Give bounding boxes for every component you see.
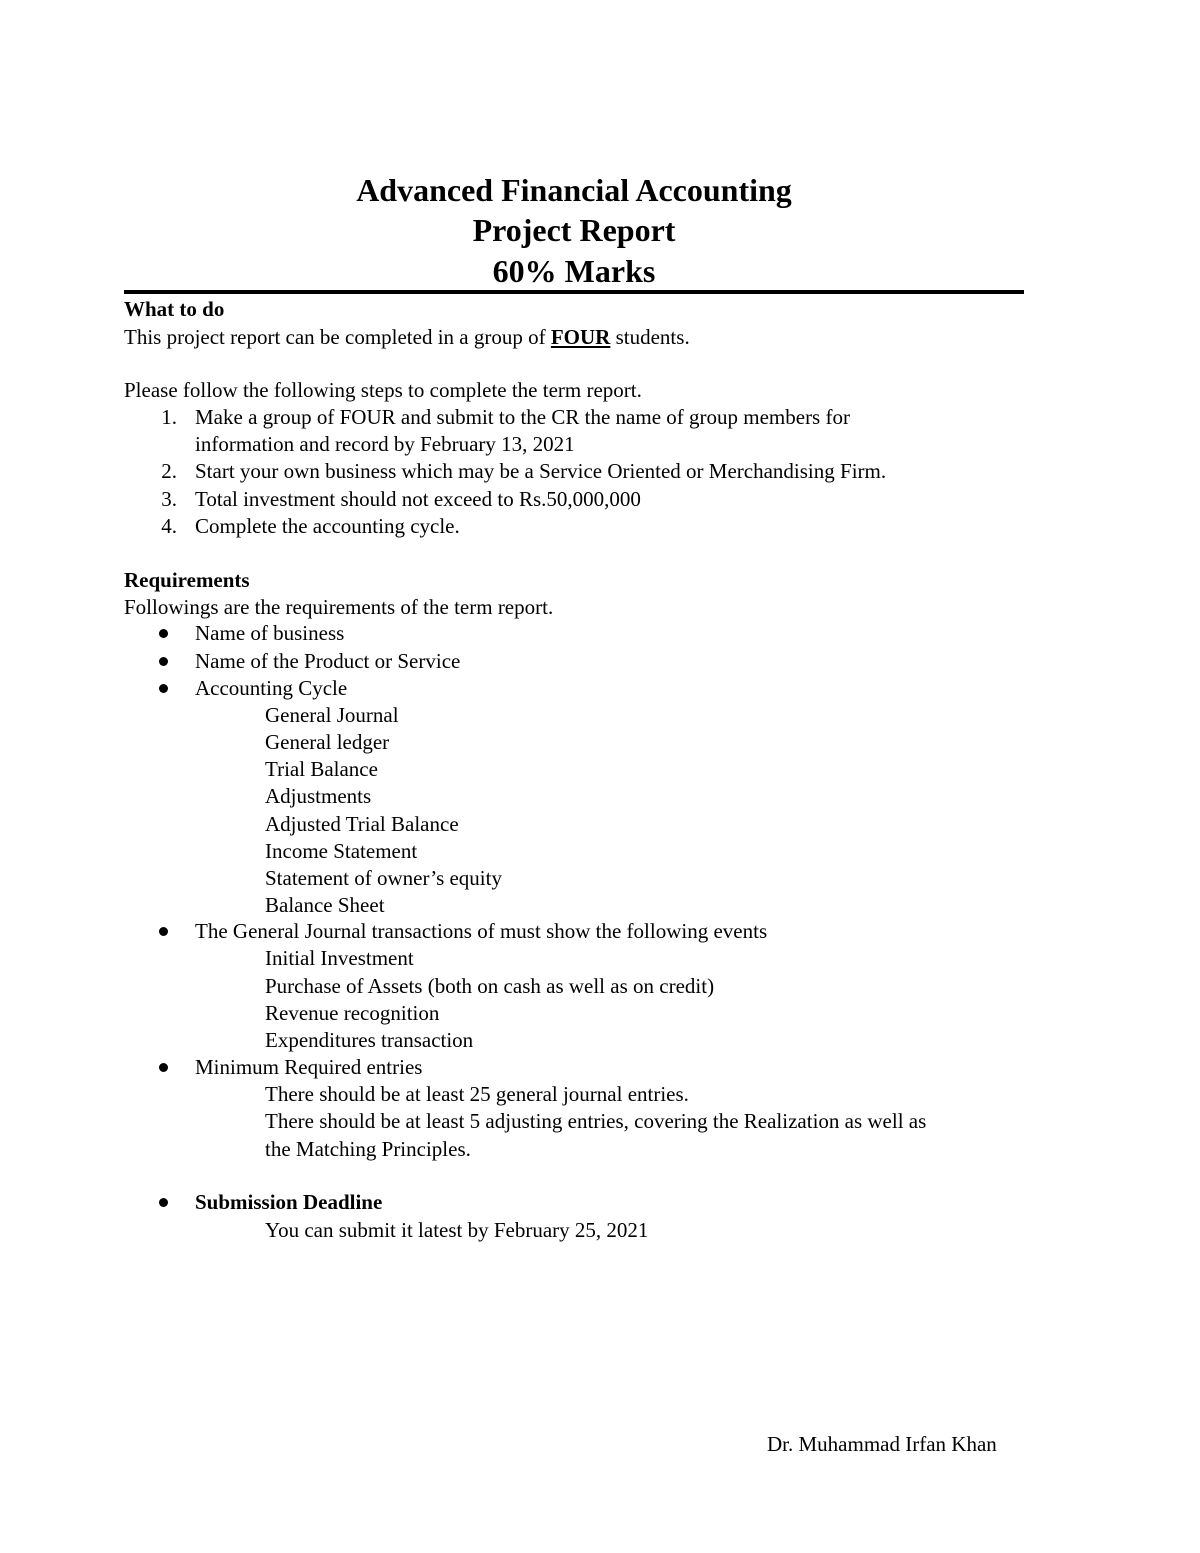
- step-number: 1.: [161, 405, 177, 429]
- requirement-subitem: Revenue recognition: [265, 1001, 440, 1025]
- requirement-item: Accounting Cycle: [195, 676, 348, 700]
- step-number: 3.: [161, 487, 177, 511]
- requirement-subitem: Initial Investment: [265, 946, 414, 970]
- document-marks: 60% Marks: [492, 253, 656, 289]
- requirement-subitem: Balance Sheet: [265, 893, 385, 917]
- requirements-intro: Followings are the requirements of the term report.: [124, 595, 554, 619]
- author-name: Dr. Muhammad Irfan Khan: [767, 1432, 997, 1456]
- requirement-subitem: Expenditures transaction: [265, 1028, 474, 1052]
- intro-text-after: students.: [610, 325, 690, 349]
- step-text: Make a group of FOUR and submit to the CR the name of group members for: [195, 405, 850, 429]
- requirement-subitem: Trial Balance: [265, 757, 378, 781]
- bullet-dot: [159, 657, 168, 666]
- document-title: Advanced Financial Accounting: [356, 172, 792, 208]
- requirement-subitem: the Matching Principles.: [265, 1137, 471, 1161]
- requirement-subitem: Statement of owner’s equity: [265, 866, 502, 890]
- requirement-subitem: There should be at least 5 adjusting entries, covering the Realization as well as: [265, 1109, 927, 1133]
- title-divider: [124, 290, 1024, 294]
- intro-text-before: This project report can be completed in a group of: [124, 325, 551, 349]
- requirement-item: The General Journal transactions of must show the following events: [195, 919, 768, 943]
- step-text: Complete the accounting cycle.: [195, 514, 460, 538]
- steps-intro: Please follow the following steps to complete the term report.: [124, 378, 642, 402]
- step-number: 2.: [161, 459, 177, 483]
- bullet-dot: [159, 629, 168, 638]
- submission-deadline-text: You can submit it latest by February 25, 2021: [265, 1218, 649, 1242]
- what-to-do-heading: What to do: [124, 297, 225, 321]
- step-number: 4.: [161, 514, 177, 538]
- requirement-item: Name of business: [195, 621, 345, 645]
- requirement-subitem: Adjustments: [265, 784, 372, 808]
- intro-emphasis: FOUR: [550, 325, 611, 349]
- requirement-subitem: Adjusted Trial Balance: [265, 812, 459, 836]
- document-subtitle: Project Report: [472, 212, 676, 248]
- what-to-do-intro: [124, 324, 690, 351]
- bullet-dot: [159, 1198, 168, 1207]
- bullet-dot: [159, 927, 168, 936]
- requirement-item: Minimum Required entries: [195, 1055, 423, 1079]
- requirement-subitem: Purchase of Assets (both on cash as well as on credit): [265, 974, 715, 998]
- requirements-heading: Requirements: [124, 568, 250, 592]
- requirement-subitem: There should be at least 25 general journal entries.: [265, 1082, 689, 1106]
- bullet-dot: [159, 684, 168, 693]
- requirement-subitem: General Journal: [265, 703, 399, 727]
- step-text-continued: information and record by February 13, 2021: [195, 432, 575, 456]
- step-text: Start your own business which may be a Service Oriented or Merchandising Firm.: [195, 459, 887, 483]
- requirement-item: Name of the Product or Service: [195, 649, 461, 673]
- submission-deadline-label: Submission Deadline: [195, 1190, 383, 1214]
- step-text: Total investment should not exceed to Rs.50,000,000: [195, 487, 641, 511]
- requirement-subitem: Income Statement: [265, 839, 418, 863]
- bullet-dot: [159, 1063, 168, 1072]
- requirement-subitem: General ledger: [265, 730, 390, 754]
